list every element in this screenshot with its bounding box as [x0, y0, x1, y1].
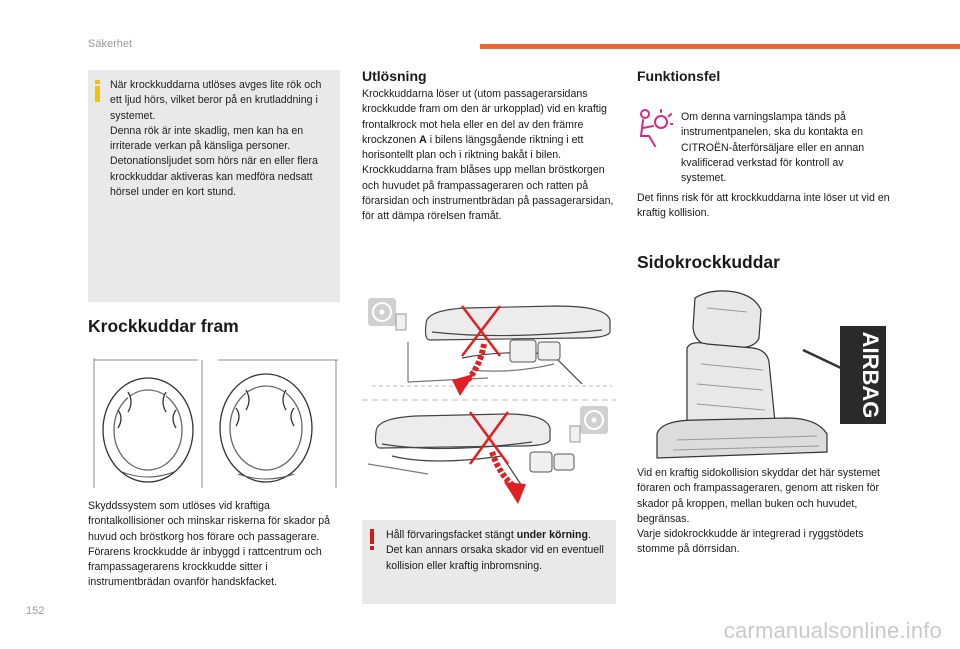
warning-text-part1: Håll förvaringsfacket stängt — [386, 529, 517, 541]
warning-lamp-text: Om denna varningslampa tänds på instrumentpanelen, ska du kontakta en CITROËN-återförsäljare eller en annan kvalificerad verkstad för kontroll av systemet. — [681, 111, 865, 185]
warning-icon — [370, 529, 376, 551]
info-box-text: När krockkuddarna utlöses avges lite rök och ett ljud hörs, vilket beror på en krutladdning i systemet. Denna rök är inte skadlig, men kan ha en irriterade verkan på känsliga personer. Detonationsljudet som hörs när en eller flera krockkuddar aktiveras kan medföra nedsatt hörsel under en kort stund. — [110, 79, 322, 199]
heading-funktionsfel: Funktionsfel — [637, 68, 721, 84]
info-icon — [94, 80, 102, 102]
heading-krockkuddar-fram: Krockkuddar fram — [88, 316, 239, 336]
dashboard-storage-illustration — [362, 284, 616, 508]
warning-text-part2: . Det kan annars orsaka skador vid en eventuell kollision eller kraftig inbromsning. — [386, 529, 604, 572]
side-airbag-seat-illustration — [637, 284, 891, 460]
heading-sidokrockkuddar: Sidokrockkuddar — [637, 252, 780, 272]
info-box — [88, 70, 340, 302]
airbag-label: AIRBAG — [858, 331, 883, 419]
heading-utlosning: Utlösning — [362, 68, 427, 84]
airbag-warning-lamp-icon — [637, 108, 673, 148]
utlosning-text-part1: Krockkuddarna löser ut (utom passagerarsidans krockkudde fram om den är urkopplad) vid en kraftig frontalkrock mot hela eller en del av den främre krockzonen — [362, 88, 607, 146]
page-number: 152 — [26, 605, 45, 617]
header-accent-bar — [480, 44, 960, 49]
utlosning-text-part2: i bilens längsgående riktning i ett horisontellt plan och i riktning bakåt i bilen. Krockkuddarna fram blåses upp mellan bröstkorgen och huvudet på frampassageraren och ratten på förarsidan och instrumentbrädan på passagerarsidan, för att dämpa rörelsen framåt. — [362, 133, 614, 223]
front-airbags-illustration — [88, 352, 342, 488]
steering-wheel-icon — [368, 298, 396, 326]
warning-box-text — [386, 528, 608, 574]
watermark: carmanualsonline.info — [723, 618, 942, 643]
warning-text-bold: under körning — [516, 529, 588, 541]
utlosning-text — [362, 87, 622, 225]
section-label: Säkerhet — [88, 38, 133, 50]
krockkuddar-fram-text: Skyddssystem som utlöses vid kraftiga frontalkollisioner och minskar riskerna för skador på huvud och bröstkorg hos förare och passagerare. Förarens krockkudde är inbyggd i rattcentrum och frampassagerarens krockkudde sitter i instrumentbrädan ovanför handskfacket. — [88, 500, 330, 589]
warning-box — [362, 520, 616, 604]
sidokrockkuddar-text: Vid en kraftig sidokollision skyddar det här systemet föraren och frampassageraren, genom att risken för skador på kroppen, mellan buken och huvudet, begränsas. Varje sidokrockkudde är integrerad i ryggstödets stomme på dörrsidan. — [637, 467, 880, 556]
risk-text: Det finns risk för att krockkuddarna inte löser ut vid en kraftig kollision. — [637, 192, 890, 220]
steering-wheel-icon-2 — [580, 406, 608, 434]
zone-label: A — [419, 133, 427, 146]
